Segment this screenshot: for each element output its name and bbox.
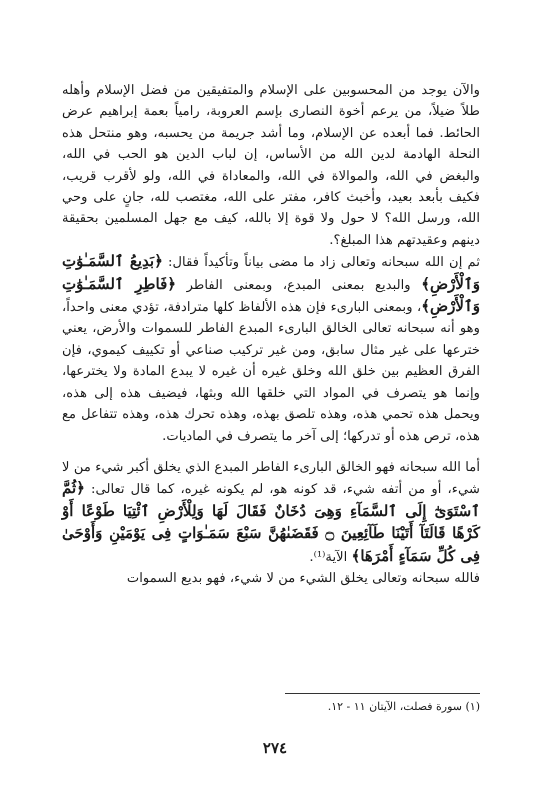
text-run: والبديع بمعنى المبدع، وبمعنى الفاطر — [176, 277, 422, 293]
page-number: ٢٧٤ — [262, 739, 288, 757]
paragraph — [62, 568, 480, 589]
text-run: الآية — [325, 549, 352, 565]
text-run: أما الله سبحانه فهو الخالق البارىء الفاطر المبدع الذي يخلق أكبر شيء من لا شيء، أو من أتفه شيء، قد كونه هو، لم يكونه غيره، كما قال تعالى: — [62, 459, 480, 498]
paragraph — [62, 457, 480, 568]
quran-verse: ﴿ثُمَّ ٱسْتَوَىٰٓ إِلَى ٱلسَّمَآءِ وَهِىَ دُخَانٌ فَقَالَ لَهَا وَلِلْأَرْضِ ٱئْتِيَا طَوْعًا أَوْ كَرْهًا قَالَتَآ أَتَيْنَا طَآئِعِينَ ۝ فَقَضَىٰهُنَّ سَبْعَ سَمَـٰوَاتٍ فِى يَوْمَيْنِ وَأَوْحَىٰ فِى كُلِّ سَمَآءٍ أَمْرَهَا﴾ — [62, 479, 480, 565]
paragraph — [62, 251, 480, 447]
paragraph — [62, 80, 480, 251]
footnote-marker: ⁽¹⁾ — [313, 549, 326, 565]
footnote: (١) سورة فصلت، الآيتان ١١ - ١٢. — [327, 700, 480, 713]
quran-verse: ﴿بَدِيعُ ٱلسَّمَـٰوَٰتِ وَٱلْأَرْضِ﴾ — [62, 252, 480, 293]
text-run: فالله سبحانه وتعالى يخلق الشيء من لا شيء، فهو بديع السموات — [126, 570, 480, 586]
body-text — [62, 80, 480, 589]
text-run: . — [309, 549, 314, 565]
text-run: والآن يوجد من المحسوبين على الإسلام والمتفيقين من فضل الإسلام وأهله طلاً ضيلاً، من يرعم أخوة النصارى بإسم العروبة، رامياً بعمة إبراهيم عرض الحائط. فما أبعده عن الإسلام، وما أشد جريمة من يحسبه، وهو منتحل هذه النحلة الهادمة لدين الله من الأساس، إن لباب الدين هو الحب في الله، والبغض في الله، والموالاة في الله، والمعاداة في الله، ولو لأقرب قريب، فكيف بأبعد بعيد، وأخبث كافر، مفتر على الله، مغتصب لله، جانٍ على وحي الله، ورسل الله؟ لا حول ولا قوة إلا بالله، كيف مع جهل المسلمين بحقيقة دينهم وعقيدتهم هذا المبلغ؟. — [62, 83, 480, 248]
footnote-divider — [285, 693, 480, 694]
text-run: ثم إن الله سبحانه وتعالى زاد ما مضى بياناً وتأكيداً فقال: — [162, 255, 480, 271]
quran-verse: ﴿فَاطِرِ ٱلسَّمَـٰوَٰتِ وَٱلْأَرْضِ﴾ — [62, 274, 480, 316]
text-run: ، وبمعنى البارىء فإن هذه الألفاظ كلها مترادفة، تؤدي معنى واحداً، وهو أنه سبحانه تعالى الخالق البارىء المبدع الفاطر للسموات والأرض، يعني خترعها على غير مثال سابق، ومن غير تركيب صناعي أو تكييف كيموي، فإن الفرق العظيم بين خلق الله وخلق غيره أن غيره لا يبدع المادة ولا يخترعها، وإنما هو يتصرف في المواد التي خلقها الله وبثها، فيضيف هذه إلى هذه، ويحمل هذه تحمي هذه، وهذه تلصق بهذه، وهذه تحرك هذه، وهذه تتفاعل مع هذه، ترص هذه أو تدركها؛ إلى آخر ما يتصرف في الماديات. — [62, 300, 480, 444]
